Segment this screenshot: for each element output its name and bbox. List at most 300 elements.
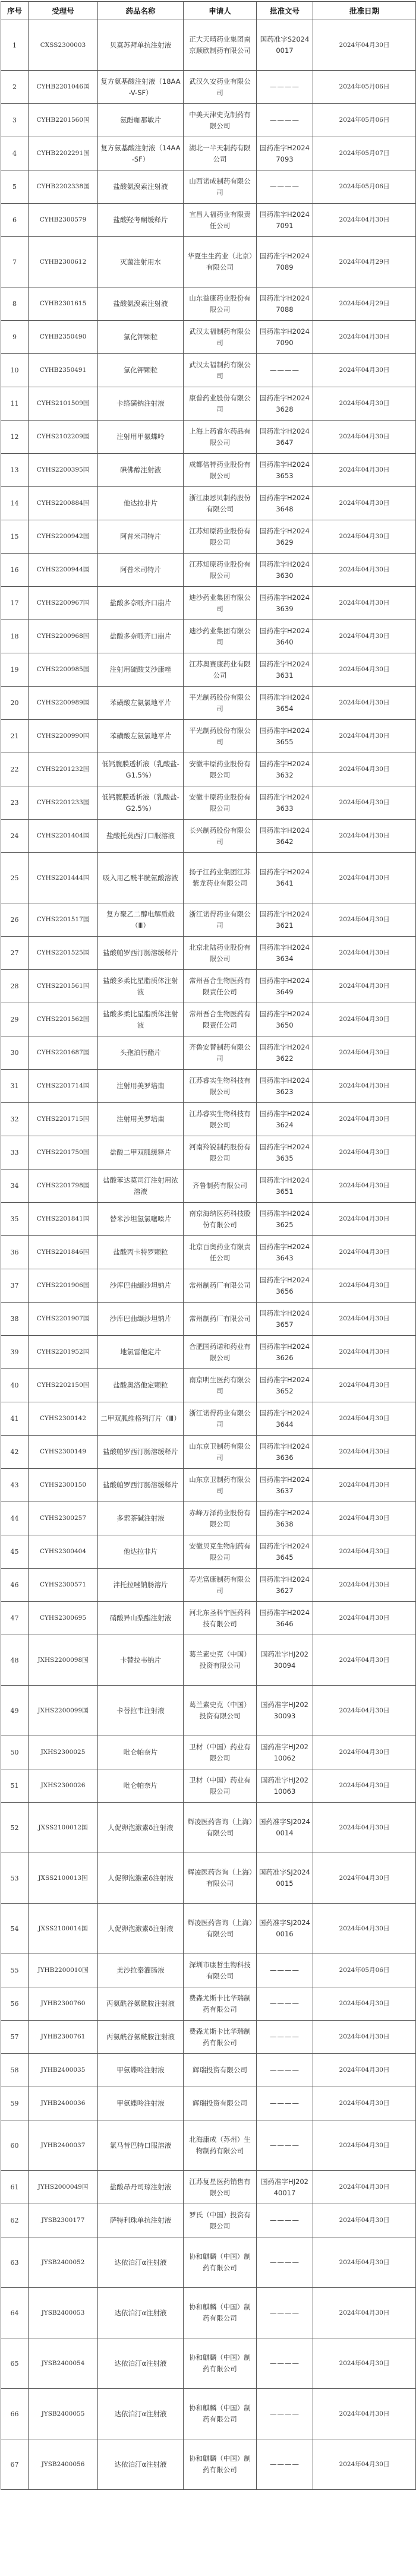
serial-no-cell: 30 (1, 1036, 29, 1070)
drug-name-cell: 注射用美罗培南 (98, 1103, 184, 1136)
drug-name-cell: 地氯雷他定片 (98, 1336, 184, 1369)
serial-no-cell: 16 (1, 554, 29, 587)
serial-no-cell: 7 (1, 237, 29, 287)
approval-date-cell: 2024年04月30日 (313, 387, 416, 421)
acceptance-no-cell: CYHS2201687国 (29, 1036, 98, 1070)
approval-date-cell: 2024年04月30日 (313, 2120, 416, 2171)
serial-no-cell: 66 (1, 2389, 29, 2439)
serial-no-cell: 36 (1, 1236, 29, 1269)
applicant-cell: 康普药业股份有限公司 (184, 387, 257, 421)
table-row (1, 287, 416, 321)
drug-name-cell: 丙氨酰谷氨酰胺注射液 (98, 1987, 184, 2021)
acceptance-no-cell: CYHS2200884国 (29, 487, 98, 520)
acceptance-no-cell: JYHB2200010国 (29, 1954, 98, 1987)
applicant-cell: 辉凌医药咨询（上海）有限公司 (184, 1904, 257, 1954)
acceptance-no-cell: CYHS2201841国 (29, 1203, 98, 1236)
drug-name-cell: 盐酸帕罗西汀肠溶缓释片 (98, 1469, 184, 1502)
acceptance-no-cell: CYHS2300142 (29, 1402, 98, 1436)
approval-no-cell: 国药准字H20243630 (257, 554, 313, 587)
applicant-cell: 深圳市康哲生物科技有限公司 (184, 1954, 257, 1987)
table-row (1, 1203, 416, 1236)
approval-no-cell: 国药准字H20243647 (257, 421, 313, 454)
applicant-cell: 浙江诺得药业有限公司 (184, 1402, 257, 1436)
approval-no-cell: 国药准字H20243634 (257, 937, 313, 970)
serial-no-cell: 25 (1, 853, 29, 903)
table-row (1, 587, 416, 620)
approval-date-cell: 2024年04月30日 (313, 1203, 416, 1236)
table-row (1, 903, 416, 937)
approval-no-cell: 国药准字H20247093 (257, 137, 313, 170)
approval-no-cell: 国药准字SJ20240014 (257, 1803, 313, 1853)
approval-no-cell: ———— (257, 1954, 313, 1987)
serial-no-cell: 24 (1, 820, 29, 853)
approval-date-cell: 2024年04月30日 (313, 1686, 416, 1736)
approval-date-cell: 2024年04月30日 (313, 970, 416, 1003)
serial-no-cell: 26 (1, 903, 29, 937)
table-row (1, 554, 416, 587)
acceptance-no-cell: JYHS2000049国 (29, 2171, 98, 2204)
approval-no-cell: 国药准字H20243626 (257, 1336, 313, 1369)
acceptance-no-cell: CYHB2300579 (29, 204, 98, 237)
drug-name-cell: 盐酸氨溴索注射液 (98, 170, 184, 204)
serial-no-cell: 63 (1, 2237, 29, 2288)
acceptance-no-cell: CYHS2201404国 (29, 820, 98, 853)
applicant-cell: 南京海纳医药科技股份有限公司 (184, 1203, 257, 1236)
drug-name-cell: 氯马昔巴特口服溶液 (98, 2120, 184, 2171)
serial-no-cell: 65 (1, 2338, 29, 2389)
serial-no-cell: 18 (1, 620, 29, 653)
approval-no-cell: 国药准字H20243638 (257, 1502, 313, 1535)
applicant-cell: 江苏睿实生物科技有限公司 (184, 1103, 257, 1136)
serial-no-cell: 6 (1, 204, 29, 237)
approval-date-cell: 2024年04月30日 (313, 2021, 416, 2054)
approval-date-cell: 2024年04月30日 (313, 2288, 416, 2338)
drug-name-cell: 达依泊汀α注射液 (98, 2237, 184, 2288)
approval-no-cell: 国药准字SJ20240015 (257, 1853, 313, 1904)
approval-date-cell: 2024年04月30日 (313, 1402, 416, 1436)
approval-no-cell: 国药准字H20243627 (257, 1569, 313, 1602)
table-row (1, 1136, 416, 1170)
table-row (1, 237, 416, 287)
approval-no-cell: 国药准字S20240017 (257, 20, 313, 71)
applicant-cell: 协和麒麟（中国）制药有限公司 (184, 2237, 257, 2288)
approval-date-cell: 2024年04月30日 (313, 903, 416, 937)
approval-date-cell: 2024年04月30日 (313, 520, 416, 554)
table-row (1, 1569, 416, 1602)
approval-date-cell: 2024年04月30日 (313, 2439, 416, 2490)
approval-date-cell: 2024年04月30日 (313, 1436, 416, 1469)
table-row (1, 204, 416, 237)
applicant-cell: 江苏睿实生物科技有限公司 (184, 1070, 257, 1103)
serial-no-cell: 12 (1, 421, 29, 454)
approval-date-cell: 2024年04月30日 (313, 620, 416, 653)
serial-no-cell: 21 (1, 720, 29, 753)
table-row (1, 786, 416, 820)
applicant-cell: 山东益康药业股份有限公司 (184, 287, 257, 321)
table-row (1, 620, 416, 653)
applicant-cell: 江苏知原药业股份有限公司 (184, 554, 257, 587)
applicant-cell: 卫材（中国）药业有限公司 (184, 1769, 257, 1803)
acceptance-no-cell: CYHS2201715国 (29, 1103, 98, 1136)
table-row (1, 1954, 416, 1987)
applicant-cell: 武汉久安药业有限公司 (184, 71, 257, 104)
applicant-cell: 辉凌医药咨询（上海）有限公司 (184, 1853, 257, 1904)
approval-date-cell: 2024年04月30日 (313, 1569, 416, 1602)
applicant-cell: 安徽丰原药业股份有限公司 (184, 753, 257, 786)
approval-no-cell: ———— (257, 2021, 313, 2054)
serial-no-cell: 58 (1, 2054, 29, 2087)
table-row (1, 1803, 416, 1853)
approval-date-cell: 2024年04月30日 (313, 2171, 416, 2204)
approval-date-cell: 2024年04月30日 (313, 1502, 416, 1535)
serial-no-cell: 28 (1, 970, 29, 1003)
table-row (1, 937, 416, 970)
applicant-cell: 山东京卫制药有限公司 (184, 1469, 257, 1502)
serial-no-cell: 60 (1, 2120, 29, 2171)
approval-date-cell: 2024年04月30日 (313, 354, 416, 387)
acceptance-no-cell: CYHS2300150 (29, 1469, 98, 1502)
acceptance-no-cell: JXSS2100014国 (29, 1904, 98, 1954)
applicant-cell: 上海上药睿尔药品有限公司 (184, 421, 257, 454)
table-row (1, 1336, 416, 1369)
table-row (1, 1502, 416, 1535)
approval-date-cell: 2024年04月30日 (313, 421, 416, 454)
acceptance-no-cell: CYHS2300257 (29, 1502, 98, 1535)
drug-name-cell: 达依泊汀α注射液 (98, 2439, 184, 2490)
approval-date-cell: 2024年04月30日 (313, 1602, 416, 1635)
table-row (1, 20, 416, 71)
applicant-cell: 中美天津史克制药有限公司 (184, 104, 257, 137)
applicant-cell: 罗氏（中国）投资有限公司 (184, 2204, 257, 2237)
serial-no-cell: 49 (1, 1686, 29, 1736)
applicant-cell: 河北东圣科宇医药科技有限公司 (184, 1602, 257, 1635)
approval-date-cell: 2024年04月30日 (313, 2389, 416, 2439)
acceptance-no-cell: CYHB2300612 (29, 237, 98, 287)
approval-no-cell: ———— (257, 71, 313, 104)
approval-no-cell: 国药准字H20243637 (257, 1469, 313, 1502)
approval-date-cell: 2024年04月30日 (313, 554, 416, 587)
applicant-cell: 合肥国药诺和药业有限公司 (184, 1336, 257, 1369)
drug-name-cell: 他达拉非片 (98, 487, 184, 520)
acceptance-no-cell: CYHS2200942国 (29, 520, 98, 554)
acceptance-no-cell: CYHS2300571 (29, 1569, 98, 1602)
drug-name-cell: 吸入用乙酰半胱氨酸溶液 (98, 853, 184, 903)
serial-no-cell: 32 (1, 1103, 29, 1136)
drug-name-cell: 复方氨基酸注射液（18AA-V-SF） (98, 71, 184, 104)
applicant-cell: 葛兰素史克（中国）投资有限公司 (184, 1686, 257, 1736)
approval-date-cell: 2024年04月30日 (313, 487, 416, 520)
applicant-cell: 费森尤斯卡比华瑞制药有限公司 (184, 2021, 257, 2054)
applicant-cell: 协和麒麟（中国）制药有限公司 (184, 2389, 257, 2439)
approval-no-cell: 国药准字H20247089 (257, 237, 313, 287)
drug-name-cell: 甲氨蝶呤注射液 (98, 2087, 184, 2120)
acceptance-no-cell: CYHS2300404 (29, 1535, 98, 1569)
drug-name-cell: 注射用美罗培南 (98, 1070, 184, 1103)
approval-no-cell: 国药准字H20243652 (257, 1369, 313, 1402)
approval-no-cell: 国药准字H20247090 (257, 321, 313, 354)
serial-no-cell: 53 (1, 1853, 29, 1904)
approval-date-cell: 2024年04月30日 (313, 20, 416, 71)
approval-date-cell: 2024年04月30日 (313, 653, 416, 687)
approval-date-cell: 2024年04月30日 (313, 1987, 416, 2021)
serial-no-cell: 44 (1, 1502, 29, 1535)
applicant-cell: 辉凌医药咨询（上海）有限公司 (184, 1803, 257, 1853)
acceptance-no-cell: JYHB2400037 (29, 2120, 98, 2171)
drug-name-cell: 苯磺酸左氨氯地平片 (98, 687, 184, 720)
table-row (1, 2288, 416, 2338)
serial-no-cell: 50 (1, 1736, 29, 1769)
approval-no-cell: ———— (257, 2237, 313, 2288)
acceptance-no-cell: CYHS2201233国 (29, 786, 98, 820)
serial-no-cell: 14 (1, 487, 29, 520)
approval-no-cell: 国药准字HJ20240017 (257, 2171, 313, 2204)
applicant-cell: 武汉太福制药有限公司 (184, 354, 257, 387)
serial-no-cell: 42 (1, 1436, 29, 1469)
serial-no-cell: 33 (1, 1136, 29, 1170)
table-row (1, 1602, 416, 1635)
drug-name-cell: 盐酸多奈哌齐口崩片 (98, 620, 184, 653)
approval-date-cell: 2024年04月30日 (313, 1303, 416, 1336)
drug-name-cell: 盐酸帕罗西汀肠溶缓释片 (98, 1436, 184, 1469)
table-row (1, 354, 416, 387)
approval-date-cell: 2024年04月30日 (313, 1003, 416, 1036)
acceptance-no-cell: CYHS2202150国 (29, 1369, 98, 1402)
approval-no-cell: 国药准字H20243625 (257, 1203, 313, 1236)
approval-date-cell: 2024年04月30日 (313, 1904, 416, 1954)
serial-no-cell: 46 (1, 1569, 29, 1602)
serial-no-cell: 34 (1, 1170, 29, 1203)
table-row (1, 1904, 416, 1954)
table-row (1, 2054, 416, 2087)
applicant-cell: 平光制药股份有限公司 (184, 720, 257, 753)
approval-date-cell: 2024年04月30日 (313, 1803, 416, 1853)
serial-no-cell: 20 (1, 687, 29, 720)
table-row (1, 1303, 416, 1336)
acceptance-no-cell: JYSB2400054 (29, 2338, 98, 2389)
acceptance-no-cell: CYHS2201562国 (29, 1003, 98, 1036)
drug-name-cell: 泮托拉唑钠肠溶片 (98, 1569, 184, 1602)
serial-no-cell: 54 (1, 1904, 29, 1954)
acceptance-no-cell: JXHS2300025 (29, 1736, 98, 1769)
approval-no-cell: 国药准字HJ20210062 (257, 1736, 313, 1769)
approval-no-cell: 国药准字H20243639 (257, 587, 313, 620)
applicant-cell: 寿光富康制药有限公司 (184, 1569, 257, 1602)
acceptance-no-cell: CYHS2200967国 (29, 587, 98, 620)
serial-no-cell: 47 (1, 1602, 29, 1635)
approval-date-cell: 2024年04月30日 (313, 1136, 416, 1170)
approval-no-cell: 国药准字H20243646 (257, 1602, 313, 1635)
approval-date-cell: 2024年04月30日 (313, 1236, 416, 1269)
approval-no-cell: 国药准字H20243654 (257, 687, 313, 720)
table-row (1, 520, 416, 554)
applicant-cell: 齐鲁制药有限公司 (184, 1170, 257, 1203)
header-approval-no: 批准文号 (257, 2, 313, 20)
table-row (1, 1535, 416, 1569)
drug-name-cell: 盐酸氨溴索注射液 (98, 287, 184, 321)
acceptance-no-cell: CYHS2200990国 (29, 720, 98, 753)
approval-date-cell: 2024年04月30日 (313, 1736, 416, 1769)
approval-no-cell: 国药准字H20243648 (257, 487, 313, 520)
drug-name-cell: 丙氨酰谷氨酰胺注射液 (98, 2021, 184, 2054)
approval-no-cell: 国药准字H20243653 (257, 454, 313, 487)
acceptance-no-cell: CYHS2201525国 (29, 937, 98, 970)
approval-date-cell: 2024年04月30日 (313, 1036, 416, 1070)
table-row (1, 2439, 416, 2490)
approval-no-cell: 国药准字H20243632 (257, 753, 313, 786)
drug-name-cell: 甲氨蝶呤注射液 (98, 2054, 184, 2087)
applicant-cell: 卫材（中国）药业有限公司 (184, 1736, 257, 1769)
serial-no-cell: 55 (1, 1954, 29, 1987)
applicant-cell: 平光制药股份有限公司 (184, 687, 257, 720)
approval-date-cell: 2024年04月30日 (313, 786, 416, 820)
serial-no-cell: 2 (1, 71, 29, 104)
serial-no-cell: 64 (1, 2288, 29, 2338)
serial-no-cell: 39 (1, 1336, 29, 1369)
approval-date-cell: 2024年04月30日 (313, 2054, 416, 2087)
header-acceptance-no: 受理号 (29, 2, 98, 20)
applicant-cell: 华夏生生药业（北京）有限公司 (184, 237, 257, 287)
table-row (1, 2087, 416, 2120)
table-row (1, 2338, 416, 2389)
drug-name-cell: 美沙拉秦灌肠液 (98, 1954, 184, 1987)
table-row (1, 1003, 416, 1036)
drug-name-cell: 达依泊汀α注射液 (98, 2288, 184, 2338)
table-header (1, 2, 416, 20)
table-row (1, 1469, 416, 1502)
applicant-cell: 江苏知原药业股份有限公司 (184, 520, 257, 554)
acceptance-no-cell: CYHB2201560国 (29, 104, 98, 137)
table-row (1, 137, 416, 170)
drug-name-cell: 二甲双胍维格列汀片（Ⅲ） (98, 1402, 184, 1436)
applicant-cell: 协和麒麟（中国）制药有限公司 (184, 2288, 257, 2338)
drug-name-cell: 贝莫苏拜单抗注射液 (98, 20, 184, 71)
table-row (1, 1402, 416, 1436)
approval-date-cell: 2024年04月30日 (313, 687, 416, 720)
drug-name-cell: 人促卵泡激素δ注射液 (98, 1904, 184, 1954)
approval-date-cell: 2024年04月30日 (313, 1269, 416, 1303)
drug-name-cell: 吡仑帕奈片 (98, 1769, 184, 1803)
applicant-cell: 齐鲁安替制药有限公司 (184, 1036, 257, 1070)
serial-no-cell: 17 (1, 587, 29, 620)
drug-name-cell: 苯磺酸左氨氯地平片 (98, 720, 184, 753)
serial-no-cell: 57 (1, 2021, 29, 2054)
table-row (1, 1853, 416, 1904)
table-row (1, 454, 416, 487)
drug-name-cell: 卡替拉韦钠片 (98, 1635, 184, 1686)
applicant-cell: 北京北陆药业股份有限公司 (184, 937, 257, 970)
drug-name-cell: 达依泊汀α注射液 (98, 2338, 184, 2389)
drug-name-cell: 盐酸昂丹司琼注射液 (98, 2171, 184, 2204)
serial-no-cell: 13 (1, 454, 29, 487)
serial-no-cell: 29 (1, 1003, 29, 1036)
serial-no-cell: 19 (1, 653, 29, 687)
approval-no-cell: 国药准字H20247091 (257, 204, 313, 237)
drug-name-cell: 氯化钾颗粒 (98, 321, 184, 354)
approval-no-cell: ———— (257, 2054, 313, 2087)
applicant-cell: 常州吾合生物医药有限责任公司 (184, 1003, 257, 1036)
acceptance-no-cell: CYHB2350490 (29, 321, 98, 354)
drug-name-cell: 低钙腹膜透析液（乳酸盐-G1.5%） (98, 753, 184, 786)
approval-no-cell: 国药准字H20243635 (257, 1136, 313, 1170)
drug-name-cell: 人促卵泡激素δ注射液 (98, 1803, 184, 1853)
acceptance-no-cell: CYHS2200944国 (29, 554, 98, 587)
acceptance-no-cell: CYHS2201444国 (29, 853, 98, 903)
table-row (1, 720, 416, 753)
approval-date-cell: 2024年04月30日 (313, 587, 416, 620)
drug-name-cell: 多索茶碱注射液 (98, 1502, 184, 1535)
approval-no-cell: 国药准字H20243656 (257, 1269, 313, 1303)
drug-approval-table (1, 1, 416, 2490)
acceptance-no-cell: CYHS2201561国 (29, 970, 98, 1003)
drug-name-cell: 低钙腹膜透析液（乳酸盐-G2.5%） (98, 786, 184, 820)
drug-name-cell: 替米沙坦氢氯噻嗪片 (98, 1203, 184, 1236)
acceptance-no-cell: CYHB2202338国 (29, 170, 98, 204)
table-row (1, 1987, 416, 2021)
acceptance-no-cell: JYHB2300761 (29, 2021, 98, 2054)
approval-no-cell: 国药准字HJ20230094 (257, 1635, 313, 1686)
table-row (1, 2389, 416, 2439)
acceptance-no-cell: CYHS2200395国 (29, 454, 98, 487)
approval-no-cell: 国药准字H20243642 (257, 820, 313, 853)
acceptance-no-cell: JXSS2100012国 (29, 1803, 98, 1853)
approval-no-cell: 国药准字H20243628 (257, 387, 313, 421)
acceptance-no-cell: CYHS2201750国 (29, 1136, 98, 1170)
drug-name-cell: 复方聚乙二醇电解质散（Ⅲ） (98, 903, 184, 937)
applicant-cell: 江苏复星医药销售有限公司 (184, 2171, 257, 2204)
approval-no-cell: 国药准字H20243624 (257, 1103, 313, 1136)
acceptance-no-cell: CYHS2201906国 (29, 1269, 98, 1303)
acceptance-no-cell: CYHS2200989国 (29, 687, 98, 720)
table-row (1, 2237, 416, 2288)
applicant-cell: 浙江诺得药业有限公司 (184, 903, 257, 937)
serial-no-cell: 67 (1, 2439, 29, 2490)
approval-no-cell: 国药准字H20243640 (257, 620, 313, 653)
table-row (1, 1269, 416, 1303)
table-row (1, 1769, 416, 1803)
drug-name-cell: 硝酸异山梨酯注射液 (98, 1602, 184, 1635)
approval-date-cell: 2024年04月30日 (313, 1469, 416, 1502)
serial-no-cell: 9 (1, 321, 29, 354)
applicant-cell: 迪沙药业集团有限公司 (184, 587, 257, 620)
approval-date-cell: 2024年05月06日 (313, 1954, 416, 1987)
serial-no-cell: 59 (1, 2087, 29, 2120)
applicant-cell: 山西诺成制药有限公司 (184, 170, 257, 204)
drug-name-cell: 氯化钾颗粒 (98, 354, 184, 387)
table-row (1, 2171, 416, 2204)
table-row (1, 853, 416, 903)
table-row (1, 687, 416, 720)
acceptance-no-cell: JYSB2400052 (29, 2237, 98, 2288)
acceptance-no-cell: JYSB2400053 (29, 2288, 98, 2338)
approval-date-cell: 2024年04月30日 (313, 853, 416, 903)
table-row (1, 820, 416, 853)
serial-no-cell: 4 (1, 137, 29, 170)
serial-no-cell: 51 (1, 1769, 29, 1803)
table-row (1, 1036, 416, 1070)
acceptance-no-cell: JXHS2300026 (29, 1769, 98, 1803)
serial-no-cell: 3 (1, 104, 29, 137)
serial-no-cell: 40 (1, 1369, 29, 1402)
approval-date-cell: 2024年04月30日 (313, 1853, 416, 1904)
approval-no-cell: ———— (257, 2389, 313, 2439)
table-row (1, 1236, 416, 1269)
table-body (1, 20, 416, 2490)
drug-name-cell: 复方氨基酸注射液（14AA-SF） (98, 137, 184, 170)
drug-name-cell: 人促卵泡激素δ注射液 (98, 1853, 184, 1904)
drug-name-cell: 吡仑帕奈片 (98, 1736, 184, 1769)
applicant-cell: 辉瑞投资有限公司 (184, 2087, 257, 2120)
drug-name-cell: 卡络磺钠注射液 (98, 387, 184, 421)
